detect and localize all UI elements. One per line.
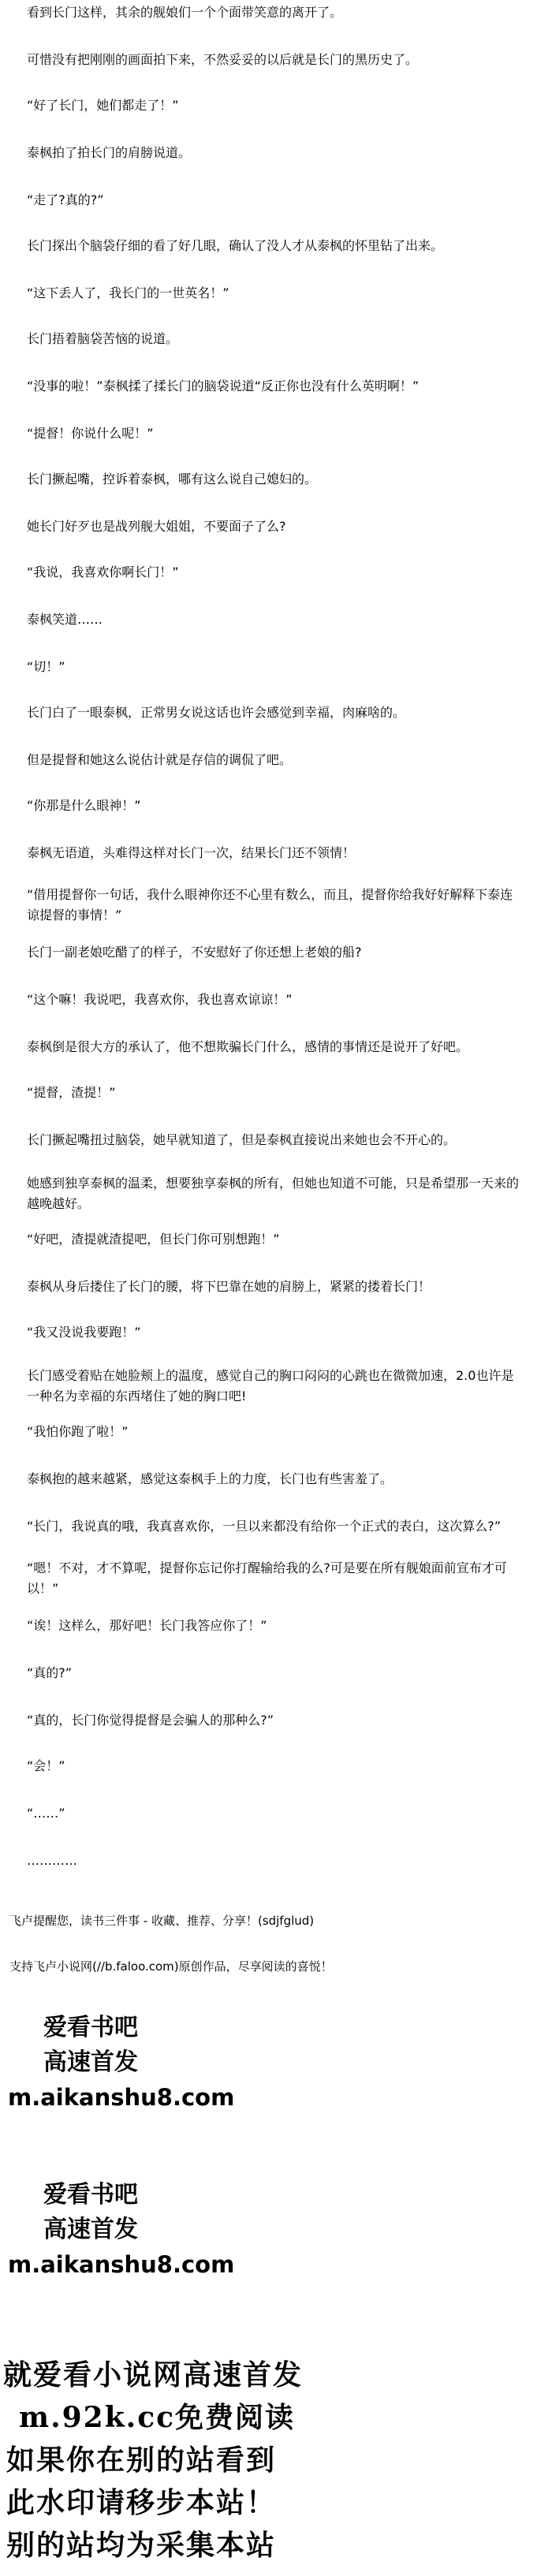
paragraph: “提督！你说什么呢！” — [27, 426, 154, 441]
paragraph: “……” — [27, 1806, 65, 1821]
paragraph: “我说，我喜欢你啊长门！” — [27, 565, 179, 580]
paragraph: 但是提督和她这么说估计就是存信的调侃了吧。 — [27, 752, 293, 767]
paragraph: “这个嘛！我说吧，我喜欢你，我也喜欢谅谅！” — [27, 992, 293, 1007]
footer-note: 支持飞卢小说网(//b.faloo.com)原创作品，尽享阅读的喜悦！ — [9, 1959, 333, 1974]
paragraph: “你那是什么眼神！” — [27, 798, 141, 813]
paragraph: “诶！这样么，那好吧！长门我答应你了！” — [27, 1618, 267, 1633]
paragraph: 泰枫笑道…… — [27, 612, 103, 627]
watermark-promo — [0, 2354, 552, 2567]
paragraph: 可惜没有把刚刚的画面拍下来，不然妥妥的以后就是长门的黑历史了。 — [27, 52, 419, 67]
paragraph: “嗯！不对，才不算呢，提督你忘记你打醒输给我的么?可是要在所有舰娘面前宣布才可以！” — [27, 1560, 507, 1596]
paragraph: 她长门好歹也是战列舰大姐姐，不要面子了么? — [27, 519, 286, 534]
paragraph: 泰枫无语道，头难得这样对长门一次，结果长门还不领情！ — [27, 845, 356, 860]
paragraph: “没事的啦！”泰枫揉了揉长门的脑袋说道“反正你也没有什么英明啊！” — [27, 378, 420, 393]
paragraph: 泰枫倒是很大方的承认了，他不想欺骗长门什么，感情的事情还是说开了好吧。 — [27, 1039, 469, 1054]
ad-subtitle: 高速首发 — [43, 2216, 138, 2243]
paragraph: “这下丢人了，我长门的一世英名！” — [27, 285, 229, 300]
paragraph: “好了长门，她们都走了！” — [27, 98, 179, 113]
paragraph: 她感到独享泰枫的温柔，想要独享泰枫的所有，但她也知道不可能，只是希望那一天来的越晚越好。 — [27, 1176, 520, 1211]
paragraph: 长门撅起嘴扭过脑袋，她早就知道了，但是泰枫直接说出来她也会不开心的。 — [27, 1132, 457, 1147]
paragraph: 长门捂着脑袋苦恼的说道。 — [27, 331, 179, 346]
promo-line: 别的站均为采集本站 — [6, 2529, 277, 2562]
paragraph: “我又没说我要跑！” — [27, 1325, 141, 1340]
paragraph: 泰枫从身后搂住了长门的腰，将下巴靠在她的肩膀上，紧紧的搂着长门！ — [27, 1279, 431, 1294]
paragraph: “我怕你跑了啦！” — [27, 1424, 129, 1439]
paragraph: “长门，我说真的哦，我真喜欢你，一旦以来都没有给你一个正式的表白，这次算么?” — [27, 1519, 502, 1534]
ad-title: 爱看书吧 — [43, 2014, 138, 2041]
paragraph: 长门白了一眼泰枫，正常男女说这话也许会感觉到幸福，肉麻啥的。 — [27, 705, 406, 720]
footer-note: 飞卢提醒您，读书三件事 - 收藏、推荐、分享！(sdjfglud) — [9, 1914, 315, 1928]
paragraph: 长门感受着贴在她脸颊上的温度，感觉自己的胸口闷闷的心跳也在微微加速，2.0也许是一种名为幸福的东西堵住了她的胸口吧! — [27, 1368, 514, 1404]
promo-line: m.92k.cc免费阅读 — [19, 2401, 296, 2434]
ad-block — [8, 2011, 234, 2115]
paragraph: 长门探出个脑袋仔细的看了好几眼，确认了没人才从泰枫的怀里钻了出来。 — [27, 238, 444, 253]
ad-url: m.aikanshu8.com — [8, 2084, 235, 2111]
promo-line: 就爱看小说网高速首发 — [3, 2358, 304, 2391]
ad-url: m.aikanshu8.com — [8, 2251, 235, 2278]
paragraph: “提督，渣提！” — [27, 1085, 116, 1100]
paragraph: 长门撅起嘴，控诉着泰枫，哪有这么说自己媳妇的。 — [27, 472, 318, 486]
paragraph: “借用提督你一句话，我什么眼神你还不心里有数么，而且，提督你给我好好解释下泰连谅提督的事情！” — [27, 887, 513, 923]
paragraph: “会！” — [27, 1758, 65, 1773]
paragraph: 看到长门这样，其余的舰娘们一个个面带笑意的离开了。 — [27, 5, 343, 20]
paragraph: 长门一副老娘吃醋了的样子，不安慰好了你还想上老娘的船? — [27, 945, 362, 960]
paragraph: ………… — [27, 1853, 77, 1868]
promo-line: 此水印请移步本站！ — [6, 2486, 277, 2519]
ad-title: 爱看书吧 — [43, 2181, 138, 2209]
paragraph: “切！” — [27, 659, 65, 674]
ad-subtitle: 高速首发 — [43, 2048, 138, 2076]
ad-block — [8, 2178, 234, 2282]
paragraph: “真的?” — [27, 1665, 73, 1680]
paragraph: 泰枫拍了拍长门的肩膀说道。 — [27, 145, 192, 160]
paragraph: “好吧，渣提就渣提吧，但长门你可别想跑！” — [27, 1232, 280, 1247]
promo-line: 如果你在别的站看到 — [6, 2444, 277, 2477]
paragraph: “走了?真的?” — [27, 192, 104, 207]
paragraph: 泰枫抱的越来越紧，感觉这泰枫手上的力度，长门也有些害羞了。 — [27, 1471, 393, 1486]
paragraph: “真的，长门你觉得提督是会骗人的那种么?” — [27, 1713, 274, 1728]
